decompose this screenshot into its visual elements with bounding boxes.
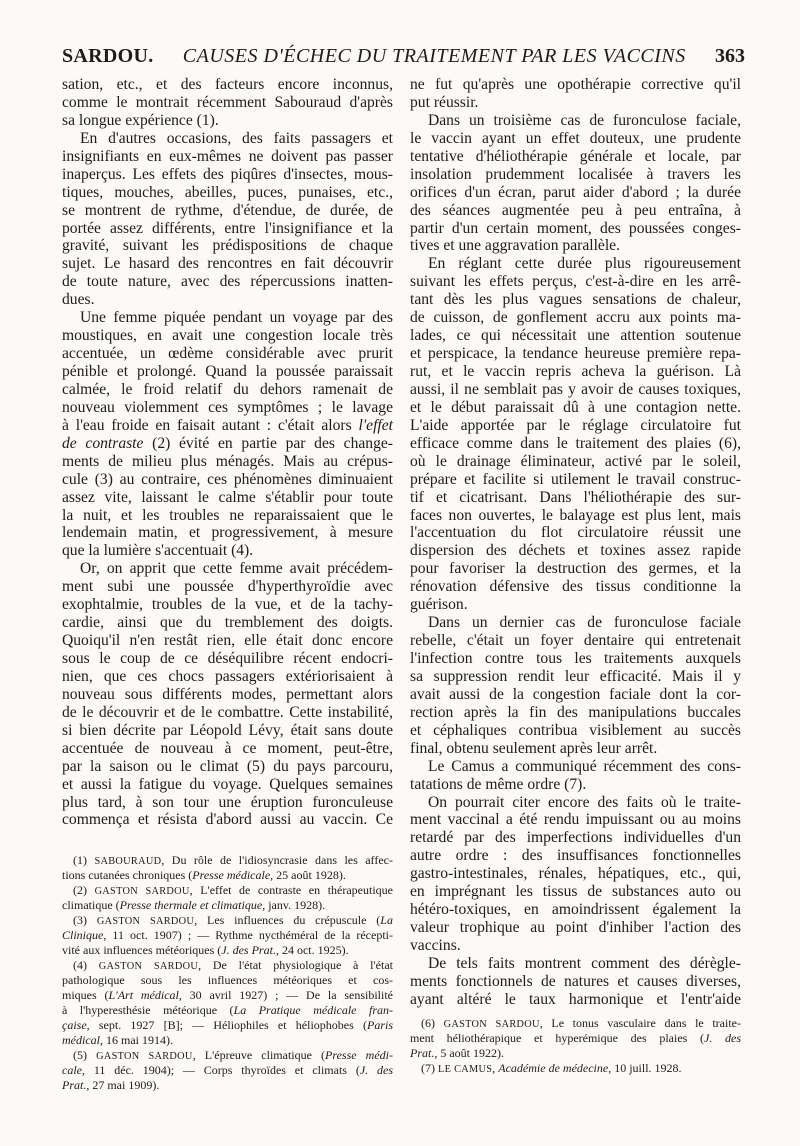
text-line: et le début paraissait dû à une contagion nette. xyxy=(410,398,741,416)
text-line: accentuée de nouveau à ce moment, peut-être, xyxy=(62,739,393,757)
paragraph xyxy=(62,560,393,829)
text-line: gravité, suivant les prédispositions de chaque xyxy=(62,237,393,255)
text-run: miques ( xyxy=(62,988,109,1002)
text-line: autre ordre : des insuffisances fonctionnelles xyxy=(410,847,741,865)
cited-author: GASTON SARDOU xyxy=(96,1051,193,1062)
footnote-line xyxy=(62,928,393,943)
text-line: tatations de même ordre (7). xyxy=(410,775,587,793)
text-run: , janv. 1928). xyxy=(262,898,326,912)
text-line: commença et résista d'abord aussi au vaccin. Ce xyxy=(62,811,393,829)
text-line: ne fut qu'après une opothérapie corrective qu'il xyxy=(410,76,741,93)
footnote xyxy=(62,958,393,1048)
text-line: tiques, mouches, abeilles, puces, punaises, etc., xyxy=(62,183,393,201)
cited-author: GASTON SARDOU xyxy=(443,1019,540,1030)
text-run: , 5 août 1922). xyxy=(434,1046,504,1060)
text-line: suivant les effets perçus, c'est-à-dire en les arrê- xyxy=(410,273,741,291)
text-line: et céphaliques contribua visiblement au succès xyxy=(410,721,741,739)
text-line: cule (3) au contraire, ces phénomènes diminuaient xyxy=(62,470,393,488)
footnote-line xyxy=(62,943,393,958)
right-column xyxy=(410,76,741,1009)
footnote xyxy=(62,883,393,913)
footnote xyxy=(410,1061,741,1076)
text-line: Une femme piquée pendant un voyage par des xyxy=(80,309,393,327)
italic-run: Paris xyxy=(366,1018,393,1032)
text-line: rénovation défensive des tissus conditionne la xyxy=(410,578,741,596)
text-line: vaccins. xyxy=(410,937,461,954)
text-line: ayant altéré le taux harmonique et l'entr'aide xyxy=(410,990,741,1008)
text-line: lendemain matin, et progressivement, à mesure xyxy=(62,524,393,542)
footnote-line: pathologique sous les influences météoriques et cos- xyxy=(62,973,393,987)
footnote-line xyxy=(62,1048,393,1063)
footnote-line xyxy=(62,1063,393,1078)
text-line: sujet. Le hasard des rencontres en fait découvrir xyxy=(62,255,393,273)
text-line: En d'autres occasions, des faits passagers et xyxy=(80,129,393,147)
italic-run: médical xyxy=(62,1033,100,1047)
paragraph xyxy=(410,955,741,1009)
footnote-line xyxy=(62,988,393,1003)
italic-run: J. des xyxy=(359,1063,393,1077)
text-line: ments fonctionnels de natures et causes diverses, xyxy=(410,972,741,990)
text-run: , L'effet de contraste en thérapeutique xyxy=(189,883,393,897)
text-line: Dans un troisième cas de furonculose faciale, xyxy=(428,111,741,129)
text-line: rebelle, c'était un foyer dentaire qui entretenait xyxy=(410,632,741,650)
text-run: , 11 déc. 1904); — Corps thyroïdes et climats ( xyxy=(82,1063,360,1077)
text-line: ment vaccinal a été rendu impuissant ou au moins xyxy=(410,811,741,829)
italic-run: Académie de médecine xyxy=(498,1061,609,1075)
footnote-line xyxy=(62,913,393,928)
text-line: de cuisson, de gonflement accru aux points ma- xyxy=(410,309,741,327)
text-run: , 11 oct. 1907) ; — Rythme nycthéméral de la récepti- xyxy=(103,928,393,942)
text-run: (1) xyxy=(73,853,95,867)
text-run: (2) xyxy=(73,883,95,897)
footnote-line xyxy=(62,898,393,913)
italic-run: Presse thermale et climatique xyxy=(119,898,263,912)
footnote xyxy=(410,1016,741,1061)
running-header xyxy=(62,44,745,68)
cited-author: GASTON SARDOU xyxy=(94,886,190,897)
text-line: avait aussi de la congestion faciale dont la cor- xyxy=(410,685,741,703)
text-line: des séances augmentée peu à peu entraîna, à xyxy=(410,201,741,219)
paragraph xyxy=(410,614,741,758)
text-run: à l'eau froide en faisait autant : c'était alors xyxy=(62,416,359,434)
italic-run: l'effet xyxy=(358,416,393,434)
text-line: tentative d'héliothérapie générale et locale, par xyxy=(410,147,741,165)
text-line: l'infection contre tous les traitements auxquels xyxy=(410,650,741,667)
text-line: nouveau violemment ces symptômes ; le lavage xyxy=(62,398,393,416)
text-run: , xyxy=(492,1061,499,1075)
italic-run: J. des xyxy=(704,1031,742,1045)
text-line xyxy=(62,435,393,453)
text-run: , 25 août 1928). xyxy=(270,868,346,882)
text-line: ment subi une poussée d'hyperthyroïdie avec xyxy=(62,578,393,596)
italic-run: La xyxy=(380,913,393,927)
text-run: , 16 mai 1914). xyxy=(100,1033,173,1047)
cited-author: SABOURAUD xyxy=(94,856,162,867)
text-line: rut, et le vaccin repris acheva la guérison. Là xyxy=(410,363,741,380)
text-line: et aussi la fatigue du voyage. Quelques semaines xyxy=(62,775,393,793)
text-line: L'aide apportée par le réglage circulatoire fut xyxy=(410,416,741,434)
italic-run: L'Art médical xyxy=(108,988,179,1002)
text-line: sation, etc., et des facteurs encore inconnus, xyxy=(62,76,393,93)
text-line: accentuée, un œdème considérable avec prurit xyxy=(62,345,393,363)
header-author: SARDOU. xyxy=(62,45,154,67)
footnote-line xyxy=(62,1003,393,1018)
text-line: la nuit, et les troubles ne reparaissaient que le xyxy=(62,506,393,524)
footnote-line xyxy=(62,883,393,898)
text-run: (7) xyxy=(421,1061,438,1075)
text-run: (4) xyxy=(73,958,99,972)
text-line: l'accentuation du flot circulatoire réussit une xyxy=(410,524,741,542)
footnote-line xyxy=(62,853,393,868)
italic-run: J. des Prat. xyxy=(221,943,276,957)
text-line: valeur trophique au point d'inhiber l'action des xyxy=(410,919,741,937)
text-line: par la saison ou le climat (5) du pays parcouru, xyxy=(62,757,393,775)
text-line: ments de milieu plus ménagés. Mais au crépus- xyxy=(62,452,393,470)
italic-run: çaise xyxy=(62,1018,87,1032)
text-line: inaperçus. Les effets des piqûres d'insectes, mous- xyxy=(62,165,393,183)
text-run: (6) xyxy=(421,1016,444,1030)
paragraph xyxy=(62,130,393,309)
text-line: tif et cicatrisant. Dans l'héliothérapie des sur- xyxy=(410,488,741,506)
text-line: calmée, le froid relatif du dehors ramenait de xyxy=(62,380,393,398)
text-line: nouveau sous différents modes, permettant alors xyxy=(62,685,393,703)
text-line: nien, que ces chocs passagers extériorisaient à xyxy=(62,667,393,685)
italic-run: Prat. xyxy=(62,1078,87,1092)
footnote xyxy=(62,913,393,958)
text-line: put réussir. xyxy=(410,93,479,111)
text-run: à l'hyperesthésie météorique ( xyxy=(62,1003,234,1017)
text-run: climatique ( xyxy=(62,898,120,912)
paragraph xyxy=(410,758,741,794)
italic-run: Presse médicale xyxy=(192,868,271,882)
text-line: sous le coup de ce déséquilibre récent endocri- xyxy=(62,650,393,667)
text-line: tant dès les plus vagues sensations de chaleur, xyxy=(410,291,741,309)
text-line: efficace comme dans le traitement des plaies (6), xyxy=(410,434,741,452)
right-footnotes xyxy=(410,1016,741,1076)
text-line: sa longue expérience (1). xyxy=(62,111,219,129)
text-line: plus tard, à son tour une éruption furonculeuse xyxy=(62,793,393,811)
text-line: faces non ouvertes, le balayage est plus lent, mais xyxy=(410,506,741,524)
text-line: en imprégnant les tissus de substances auto ou xyxy=(410,883,741,901)
text-run: , L'épreuve climatique ( xyxy=(192,1048,326,1062)
text-line: et perspicace, la tendance heureuse première repa- xyxy=(410,345,741,363)
text-line: tives et une aggravation parallèle. xyxy=(410,237,620,255)
cited-author: LE CAMUS xyxy=(438,1064,493,1075)
text-line: On pourrait citer encore des faits où le traite- xyxy=(428,793,741,811)
text-line: sa suppression rendit leur efficacité. Mais il y xyxy=(410,667,741,685)
italic-run: Prat. xyxy=(410,1046,435,1060)
text-line: que la lumière s'accentuait (4). xyxy=(62,542,254,560)
text-line: retardé par des imperfections individuelles d'un xyxy=(410,829,741,847)
text-run: , Les influences du crépuscule ( xyxy=(194,913,381,927)
italic-run: La Pratique médicale fran- xyxy=(233,1003,393,1017)
text-line: dues. xyxy=(62,291,95,309)
text-line: De tels faits montrent comment des dérègle- xyxy=(428,954,741,972)
italic-run: Clinique xyxy=(62,928,104,942)
text-run: , 27 mai 1909). xyxy=(86,1078,160,1092)
text-line: si bien décrite par Léopold Lévy, était sans doute xyxy=(62,721,393,739)
text-line: pour favoriser la destruction des germes, et la xyxy=(410,560,741,578)
italic-run: Presse médi- xyxy=(325,1048,393,1062)
text-run: , sept. 1927 [B]; — Héliophiles et héliophobes ( xyxy=(86,1018,367,1032)
text-line: moustiques, en avait une congestion locale très xyxy=(62,327,393,345)
footnote-line xyxy=(410,1016,741,1031)
text-run: ment héliothérapique et hyperémique des plaies ( xyxy=(410,1031,704,1045)
text-run: , 30 avril 1927) ; — De la sensibilité xyxy=(178,988,393,1002)
left-column xyxy=(62,76,393,829)
text-run: (5) xyxy=(73,1048,97,1062)
text-line: insignifiants en eux-mêmes ne doivent pas passer xyxy=(62,147,393,165)
text-line: assez vite, laissant le calme s'établir pour toute xyxy=(62,488,393,506)
paragraph xyxy=(62,309,393,560)
paragraph xyxy=(410,794,741,955)
text-line: se montrent de rythme, d'étendue, de durée, de xyxy=(62,201,393,219)
text-line: orifices d'un écran, parut aider d'abord ; la durée xyxy=(410,183,741,201)
header-title: CAUSES D'ÉCHEC DU TRAITEMENT PAR LES VACCINS xyxy=(182,45,686,67)
text-line: gastro-intestinales, rénales, hépatiques, etc., qui, xyxy=(410,865,741,883)
footnote-line xyxy=(62,958,393,973)
text-run: (3) xyxy=(73,913,97,927)
footnote-line xyxy=(410,1061,741,1076)
text-line: insolation prudemment localisée à travers les xyxy=(410,165,741,183)
text-line: rection après la fin des manipulations buccales xyxy=(410,703,741,721)
text-line: Dans un dernier cas de furonculose faciale xyxy=(428,614,741,632)
text-line: prépare et facilite si utilement le travail construc- xyxy=(410,470,741,488)
text-run: , Le tonus vasculaire dans le traite- xyxy=(539,1016,741,1030)
text-line: aussi, il ne semblait pas y avoir de causes toxiques, xyxy=(410,380,741,398)
text-line: Or, on apprit que cette femme avait précédem- xyxy=(80,560,393,578)
text-line: Le Camus a communiqué récemment des cons- xyxy=(428,757,741,775)
text-run: , De l'état physiologique à l'état xyxy=(198,958,393,972)
text-run: tions cutanées chroniques ( xyxy=(62,868,193,882)
left-footnotes xyxy=(62,853,393,1093)
text-line: de toute nature, avec des répercussions inatten- xyxy=(62,273,393,291)
text-line: final, obtenu seulement après leur arrêt. xyxy=(410,739,658,757)
text-line: guérison. xyxy=(410,596,468,614)
text-line: portée assez différents, entre l'insignifiance et la xyxy=(62,219,393,237)
text-line: partir d'un certain moment, des poussées conges- xyxy=(410,219,741,237)
text-line: cardie, ainsi que du tremblement des doigts. xyxy=(62,614,393,632)
text-line: le vaccin ayant un effet douteux, une prudente xyxy=(410,129,741,147)
text-line: Quoiqu'il n'en restât rien, elle était donc encore xyxy=(62,632,393,650)
footnote xyxy=(62,1048,393,1093)
text-run: vité aux influences météoriques ( xyxy=(62,943,222,957)
paragraph xyxy=(410,255,741,614)
text-line: lades, ce qui nécessitait une attention soutenue xyxy=(410,327,741,345)
footnote-line xyxy=(62,1018,393,1033)
paragraph xyxy=(62,76,393,130)
footnote-line xyxy=(62,1033,393,1048)
text-line: pénible et prolongé. Quand la poussée paraissait xyxy=(62,363,393,380)
cited-author: GASTON SARDOU xyxy=(96,916,195,927)
footnote-line xyxy=(62,868,393,883)
text-line xyxy=(62,417,393,435)
text-line: comme le montrait récemment Sabouraud d'après xyxy=(62,93,393,111)
text-line: dispersion des déchets et toxines assez rapide xyxy=(410,542,741,560)
footnote-line xyxy=(410,1046,741,1061)
text-line: exophtalmie, troubles de la vue, et de la tachy- xyxy=(62,596,393,614)
cited-author: GASTON SARDOU xyxy=(98,961,199,972)
text-line: En réglant cette durée plus rigoureusement xyxy=(428,255,741,273)
text-run: , 10 juill. 1928. xyxy=(608,1061,682,1075)
footnote-line xyxy=(62,1078,393,1093)
text-run: , Du rôle de l'idiosyncrasie dans les affec- xyxy=(161,853,393,867)
text-line: de le découvrir et de le combattre. Cette instabilité, xyxy=(62,703,393,721)
italic-run: cale xyxy=(62,1063,82,1077)
text-line: hétéro-toxiques, en amoindrissent également la xyxy=(410,901,741,919)
footnote xyxy=(62,853,393,883)
italic-run: de contraste xyxy=(62,434,144,452)
text-run: , 24 oct. 1925). xyxy=(275,943,349,957)
paragraph xyxy=(410,112,741,256)
paragraph xyxy=(410,76,741,112)
text-line: où le drainage éliminateur, activé par le soleil, xyxy=(410,452,741,470)
footnote-line xyxy=(410,1031,741,1046)
text-run: (2) évité en partie par des change- xyxy=(143,434,393,452)
page-number: 363 xyxy=(715,45,745,67)
